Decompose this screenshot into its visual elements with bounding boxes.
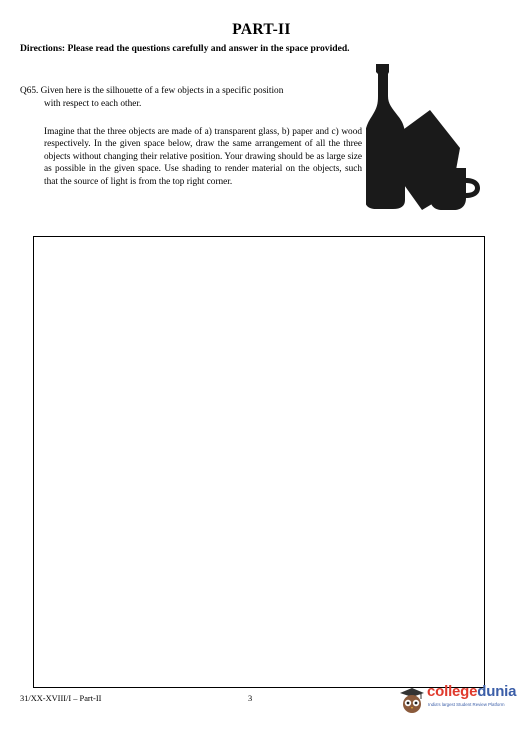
- footer-page-number: 3: [248, 694, 253, 703]
- logo-brand-dunia: dunia: [477, 683, 517, 700]
- question-number: Q65.: [20, 86, 39, 96]
- bottle-shape: [366, 64, 405, 209]
- answer-drawing-area[interactable]: [33, 236, 485, 688]
- question-body: Imagine that the three objects are made of a) transparent glass, b) paper and c) wood respectively. In the given space below, draw the same arrangement of all the three objects without changing their relative position. Your drawing should be as large size as possible in the given space. Use shading to render material on the objects, such that the source of light is from the top right corner.: [44, 127, 362, 187]
- directions-text: Directions: Please read the questions carefully and answer in the space provided.: [20, 43, 350, 54]
- question-line-1: Given here is the silhouette of a few objects in a specific position: [40, 86, 284, 96]
- collegedunia-logo: [397, 681, 521, 715]
- question-header: [20, 85, 368, 110]
- logo-tagline: India's largest Student Review Platform: [428, 702, 505, 707]
- owl-mascot-icon: [397, 681, 427, 715]
- objects-silhouette-image: [366, 60, 486, 214]
- logo-wordmark: [427, 683, 516, 700]
- footer-paper-code: 31/XX-XVIII/I – Part-II: [20, 694, 102, 703]
- page-title: PART-II: [232, 21, 291, 38]
- logo-brand-college: college: [427, 683, 478, 700]
- question-line-2: with respect to each other.: [44, 98, 142, 109]
- mug-shape: [430, 168, 480, 210]
